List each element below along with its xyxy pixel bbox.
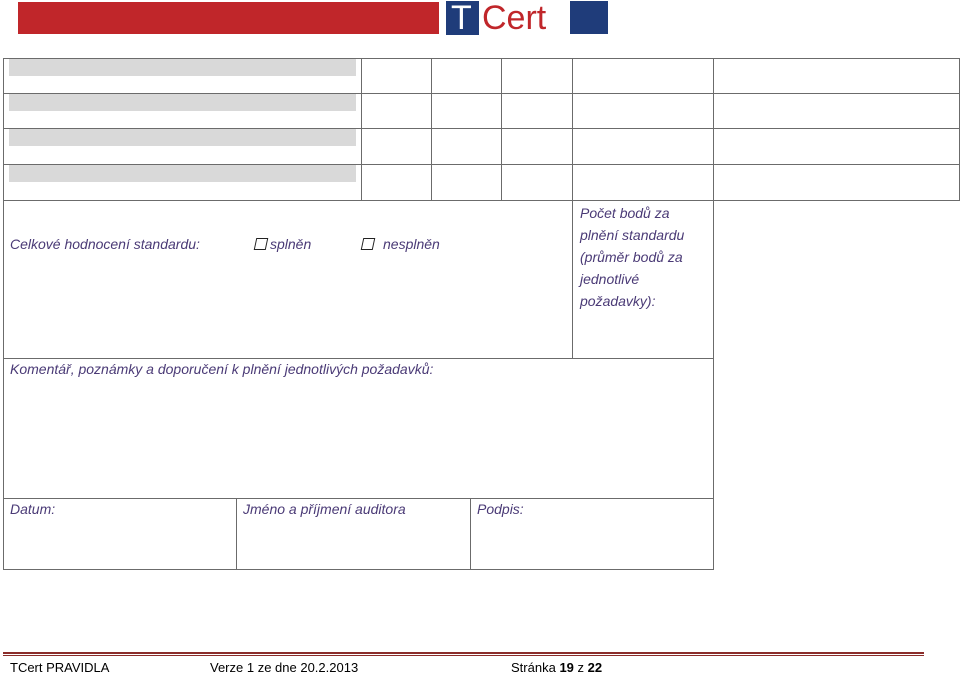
comment-area[interactable]	[4, 380, 712, 497]
footer-page-total: 22	[587, 660, 603, 675]
grid-row-3-shade	[9, 129, 356, 146]
footer-page-sep: z	[577, 660, 585, 675]
grid-row-1-shade	[9, 59, 356, 76]
logo-word: Cert	[482, 0, 547, 37]
footer-doc-name: TCert PRAVIDLA	[10, 660, 110, 675]
logo-t-box	[446, 1, 479, 35]
header-navy-square	[570, 1, 608, 34]
checkbox-met[interactable]	[254, 238, 269, 250]
date-label: Datum:	[10, 501, 56, 517]
points-label-line: plnění standardu	[580, 227, 685, 243]
signature-label: Podpis:	[477, 501, 524, 517]
logo-letter-t: T	[451, 0, 472, 37]
logo	[446, 1, 556, 37]
points-label	[580, 202, 684, 312]
points-label-line: požadavky):	[580, 293, 656, 309]
footer-page	[511, 660, 602, 675]
signature-field[interactable]	[472, 520, 711, 566]
grid-row-2-shade	[9, 94, 356, 111]
grid-row-4-shade	[9, 165, 356, 182]
footer-version: Verze 1 ze dne 20.2.2013	[210, 660, 359, 675]
date-field[interactable]	[4, 520, 234, 566]
comment-label: Komentář, poznámky a doporučení k plnění jednotlivých požadavků:	[10, 361, 434, 377]
option-met[interactable]	[255, 236, 311, 252]
checkbox-not-met[interactable]	[361, 238, 376, 250]
footer-rule-thick	[3, 652, 924, 654]
option-not-met[interactable]	[362, 236, 440, 252]
overall-evaluation-label: Celkové hodnocení standardu:	[10, 236, 200, 252]
auditor-name-field[interactable]	[238, 520, 468, 566]
points-label-line: jednotlivé	[580, 271, 640, 287]
option-met-label: splněn	[270, 236, 312, 252]
header-red-bar	[18, 2, 439, 34]
footer-rule-thin	[3, 655, 924, 656]
footer-page-prefix: Stránka	[511, 660, 556, 675]
points-label-line: Počet bodů za	[580, 205, 670, 221]
points-label-line: (průměr bodů za	[580, 249, 683, 265]
auditor-name-label: Jméno a příjmení auditora	[243, 501, 406, 517]
footer-page-number: 19	[559, 660, 574, 675]
option-not-met-label: nesplněn	[383, 236, 440, 252]
